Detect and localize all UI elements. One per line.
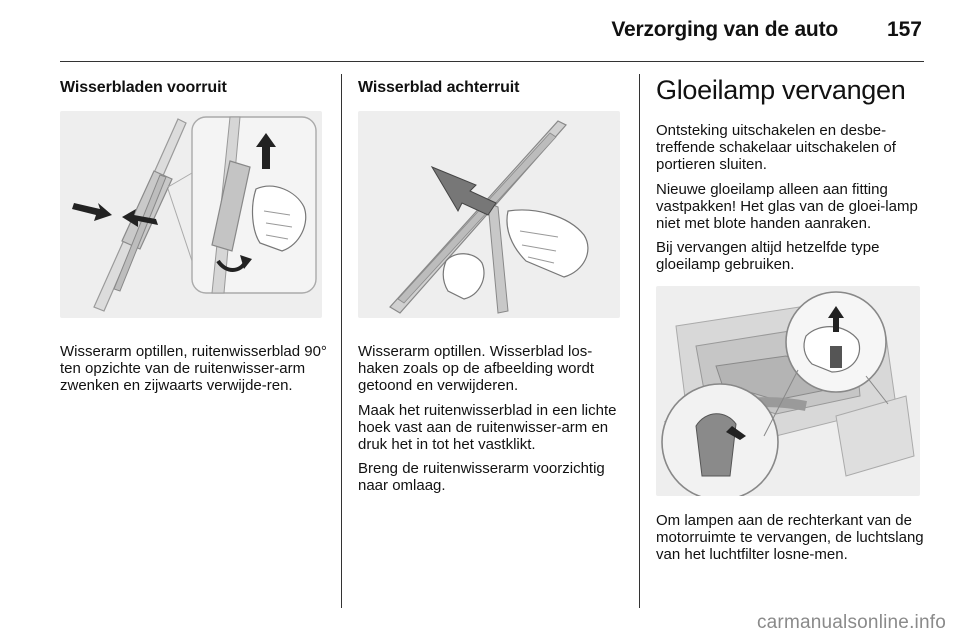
front-wiper-drawing — [60, 111, 322, 318]
illustration-front-wiper — [60, 111, 322, 318]
page-header — [60, 0, 924, 62]
paragraph-front-wiper: Wisserarm optillen, ruitenwisserblad 90° ten opzichte van de ruitenwisser-arm zwenken en zijwaarts verwijde-ren. — [60, 343, 327, 395]
rear-wiper-drawing — [358, 111, 620, 318]
paragraph-rear-wiper-lower: Breng de ruitenwisserarm voorzichtig naar omlaag. — [358, 460, 605, 495]
column-divider — [639, 74, 640, 608]
section-title: Verzorging van de auto — [611, 18, 838, 41]
column-rear-wiper — [358, 74, 626, 495]
paragraph-ignition-off: Ontsteking uitschakelen en desbe-treffende schakelaar uitschakelen of portieren sluiten. — [656, 122, 896, 174]
illustration-rear-wiper — [358, 111, 620, 318]
paragraph-same-bulb-type: Bij vervangen altijd hetzelfde type gloeilamp gebruiken. — [656, 239, 880, 274]
heading-rear-wiper-blade: Wisserblad achterruit — [358, 79, 520, 96]
page-number: 157 — [886, 18, 922, 41]
heading-bulb-replacement: Gloeilamp vervangen — [656, 75, 906, 105]
illustration-engine-bay — [656, 286, 920, 496]
paragraph-rear-wiper-remove: Wisserarm optillen. Wisserblad los-haken zoals op de afbeelding wordt getoond en verwijderen. — [358, 343, 595, 395]
paragraph-rear-wiper-attach: Maak het ruitenwisserblad in een lichte hoek vast aan de ruitenwisser-arm en druk het in tot het vastklikt. — [358, 401, 617, 454]
paragraph-right-side-lamps: Om lampen aan de rechterkant van de motorruimte te vervangen, de luchtslang van het luchtfilter losne-men. — [656, 511, 924, 564]
paragraph-hold-by-socket: Nieuwe gloeilamp alleen aan fitting vastpakken! Het glas van de gloei-lamp niet met blote handen aanraken. — [656, 180, 918, 233]
engine-bay-drawing — [656, 286, 920, 496]
column-bulb-replacement — [656, 74, 926, 563]
heading-front-wiper-blades: Wisserbladen voorruit — [60, 79, 227, 96]
column-front-wiper — [60, 74, 328, 395]
column-divider — [341, 74, 342, 608]
watermark-text: carmanualsonline.info — [756, 612, 946, 633]
